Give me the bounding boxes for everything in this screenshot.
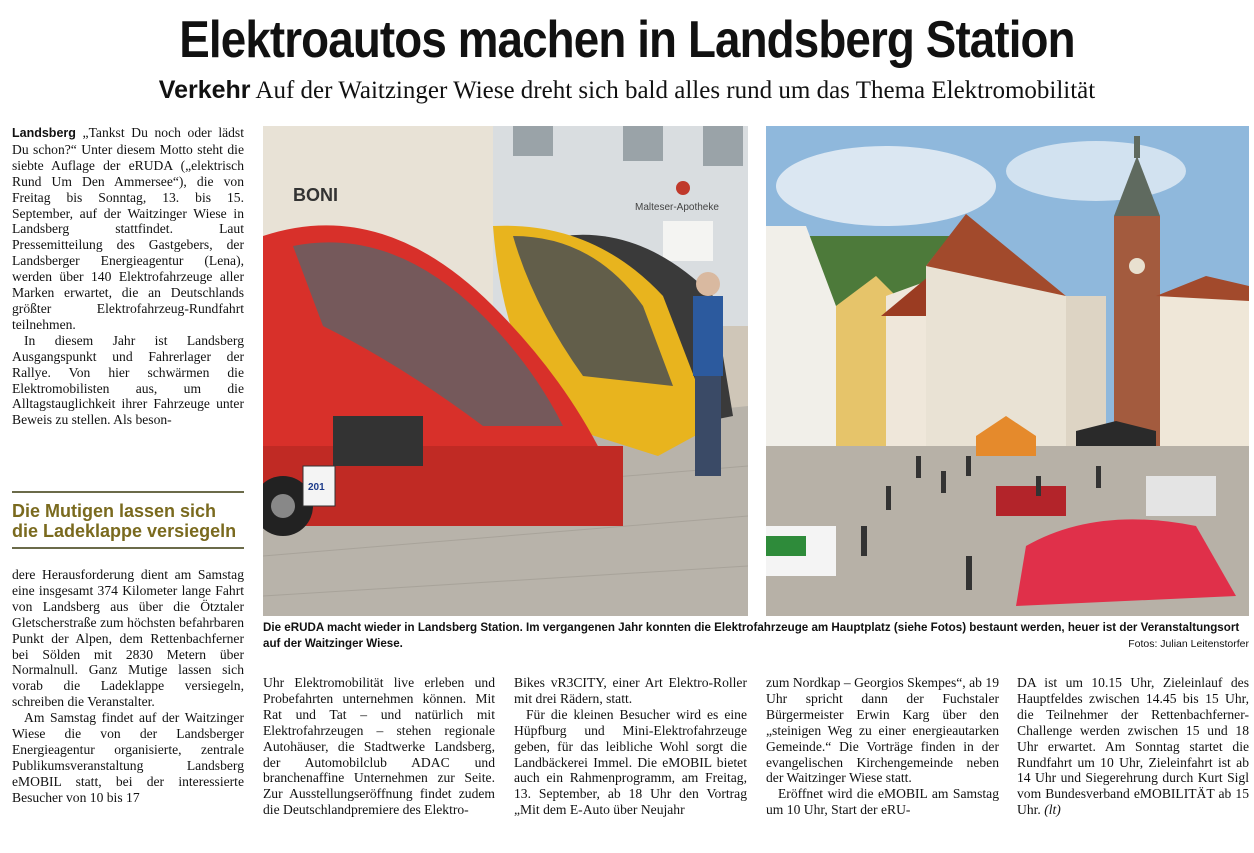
headline: Elektroautos machen in Landsberg Station [179, 11, 1075, 69]
paragraph: In diesem Jahr ist Landsberg Ausgangspunkt und Fahrerlager der Rallye. Von hier schwärmen die Elektromobilisten aus, um die Alltagstauglichkeit ihrer Fahrzeuge unter Beweis zu stellen. Als beson- [12, 332, 244, 428]
paragraph: Für die kleinen Besucher wird es eine Hüpfburg und Mini-Elektrofahrzeuge geben, für das leibliche Wohl sorgt die Landbäckerei Immel. Die eMOBIL bietet auch ein Rahmenprogramm, am Freitag, 13. September, ab 18 Uhr den Vortrag „Mit dem E-Auto über Neujahr [514, 706, 747, 818]
paragraph: Eröffnet wird die eMOBIL am Samstag um 10 Uhr, Start der eRU- [766, 786, 999, 818]
photo-town-square [766, 126, 1249, 616]
article-column-1-bottom [12, 567, 244, 806]
subline-kicker: Verkehr [158, 76, 251, 104]
start-number: 201 [308, 482, 325, 493]
article-column-4 [766, 675, 999, 818]
subheading-box [12, 491, 244, 549]
paragraph: dere Herausforderung dient am Samstag eine insgesamt 374 Kilometer lange Fahrt von Landsberg aus über die Ötztaler Gletscherstraße zum höchsten befahrbaren Punkt der Alpen, dem Rettenbachferner bei Sölden mit 2830 Metern über Normalnull. Ganz Mutige lassen sich vorab die Ladeklappe versiegeln, schreiben die Veranstalter. [12, 567, 244, 710]
author-signature: (lt) [1044, 802, 1061, 818]
paragraph: DA ist um 10.15 Uhr, Zieleinlauf des Hauptfeldes zwischen 14.45 bis 15 Uhr, die Teilnehmer der Rettenbachferner-Challenge werden zwischen 15 und 18 Uhr erwartet. Am Sonntag startet die Rundfahrt um 10 Uhr, Zieleinfahrt ist ab 14 Uhr und Siegerehrung durch Kurt Sigl vom Bundesverband eMOBILITÄT ab 15 Uhr. [1017, 675, 1249, 818]
subline [0, 74, 1254, 107]
paragraph: „Tankst Du noch oder lädst Du schon?“ Unter diesem Motto steht die siebte Auflage der eRUDA („elektrisch Rund Um Den Ammersee“), die von Freitag bis Sonntag, 13. bis 15. September, auf der Waitzinger Wiese in Landsberg stattfindet. Laut Pressemitteilung des Gastgebers, der Landsberger Energieagentur (Lena), werden über 140 Elektrofahrzeuge aller Marken erwartet, die an Deutschlands größter Elektrofahrzeug-Rundfahrt teilnehmen. [12, 125, 245, 332]
paragraph: Bikes vR3CITY, einer Art Elektro-Roller mit drei Rädern, statt. [514, 675, 747, 706]
article-column-2 [263, 675, 495, 818]
article-column-1-top [12, 125, 244, 428]
subheading: Die Mutigen lassen sich die Ladeklappe versiegeln [12, 501, 237, 541]
dateline-place: Landsberg [12, 126, 76, 140]
subline-text: Auf der Waitzinger Wiese dreht sich bald alles rund um das Thema Elektromobilität [255, 77, 1096, 104]
paragraph: zum Nordkap – Georgios Skempes“, ab 19 Uhr spricht dann der Fuchstaler Bürgermeister Erwin Karg über den „steinigen Weg zu einer energieautarken Gemeinde.“ Die Vorträge finden in der evangelischen Kirchengemeinde neben der Waitzinger Wiese statt. [766, 675, 999, 786]
paragraph: Am Samstag findet auf der Waitzinger Wiese die von der Landsberger Energieagentur organisierte, zentrale Publikumsveranstaltung Landsberg eMOBIL statt, bei der interessierte Besucher von 10 bis 17 [12, 710, 244, 805]
photo-electric-vehicles [263, 126, 748, 616]
shop-sign: BONI [293, 185, 338, 205]
article-column-3 [514, 675, 747, 818]
pharmacy-sign: Malteser-Apotheke [635, 202, 719, 213]
article-column-5 [1017, 675, 1249, 818]
photo-credit: Fotos: Julian Leitenstorfer [1128, 638, 1249, 650]
paragraph: Uhr Elektromobilität live erleben und Probefahrten unternehmen können. Mit Rat und Tat – und natürlich mit Elektrofahrzeugen – stehen regionale Autohäuser, die Stadtwerke Landsberg, der Automobilclub ADAC und branchenaffine Unternehmen zur Seite. Zur Ausstellungseröffnung findet zudem die Deutschlandpremiere des Elektro- [263, 675, 495, 818]
photo-caption: Die eRUDA macht wieder in Landsberg Station. Im vergangenen Jahr konnten die Elektrofahrzeuge am Hauptplatz (siehe Fotos) bestaunt werden, heuer ist der Veranstaltungsort auf der Waitzinger Wiese. [263, 621, 1240, 650]
